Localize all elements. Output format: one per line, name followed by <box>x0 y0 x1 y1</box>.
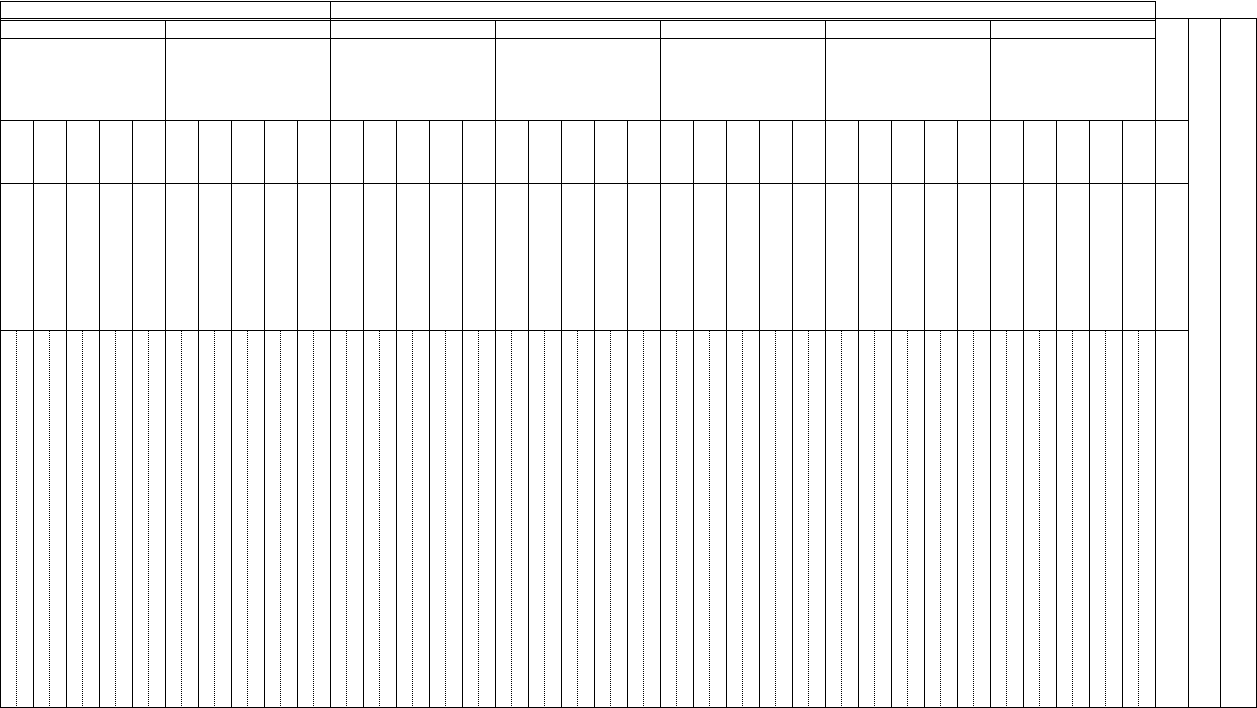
label-kendai <box>1155 58 1188 118</box>
entry-order <box>0 120 33 183</box>
entry-name <box>297 195 330 328</box>
entry-furigana <box>166 336 181 706</box>
entry-order <box>462 120 495 183</box>
entry-order <box>297 120 330 183</box>
entry-order <box>1023 120 1056 183</box>
entry-furigana <box>628 336 643 706</box>
label-furigana <box>1172 490 1188 560</box>
entry-haiku <box>709 350 726 706</box>
dotted-divider <box>16 330 17 708</box>
entry-order <box>825 120 858 183</box>
round-topic <box>0 38 165 120</box>
dotted-divider <box>1072 330 1073 708</box>
entry-haiku <box>1006 350 1023 706</box>
entry-name <box>825 195 858 328</box>
entry-furigana <box>826 336 841 706</box>
round-number <box>330 20 495 38</box>
entry-order <box>693 120 726 183</box>
label-haiku <box>1155 498 1172 558</box>
entry-order <box>198 120 231 183</box>
entry-order <box>561 120 594 183</box>
entry-furigana <box>1024 336 1039 706</box>
entry-name <box>924 195 957 328</box>
entry-haiku <box>544 350 561 706</box>
entry-order <box>891 120 924 183</box>
entry-order <box>33 120 66 183</box>
entry-furigana <box>1 336 16 706</box>
entry-order <box>495 120 528 183</box>
entry-furigana <box>397 336 412 706</box>
entry-furigana <box>496 336 511 706</box>
entry-haiku <box>874 350 891 706</box>
entry-order <box>231 120 264 183</box>
dotted-divider <box>478 330 479 708</box>
entry-furigana <box>661 336 676 706</box>
entry-name <box>165 195 198 328</box>
entry-name <box>1023 195 1056 328</box>
entry-haiku <box>1138 350 1155 706</box>
entry-name <box>891 195 924 328</box>
entry-furigana <box>34 336 49 706</box>
entry-order <box>363 120 396 183</box>
entry-order <box>594 120 627 183</box>
entry-name <box>594 195 627 328</box>
entry-furigana <box>892 336 907 706</box>
entry-haiku <box>1072 350 1089 706</box>
entry-name <box>264 195 297 328</box>
entry-name <box>957 195 990 328</box>
entry-order <box>957 120 990 183</box>
entry-name <box>462 195 495 328</box>
entry-haiku <box>973 350 990 706</box>
entry-order <box>132 120 165 183</box>
entry-order <box>396 120 429 183</box>
entry-name <box>0 195 33 328</box>
entry-furigana <box>958 336 973 706</box>
dotted-divider <box>676 330 677 708</box>
entry-haiku <box>445 350 462 706</box>
dotted-divider <box>643 330 644 708</box>
entry-furigana <box>67 336 82 706</box>
entry-name <box>561 195 594 328</box>
entry-furigana <box>529 336 544 706</box>
entry-name <box>759 195 792 328</box>
dotted-divider <box>511 330 512 708</box>
entry-name <box>66 195 99 328</box>
entry-haiku <box>742 350 759 706</box>
round-topic <box>165 38 330 120</box>
grid-line-horizontal <box>1155 18 1256 19</box>
entry-haiku <box>280 350 297 706</box>
entry-haiku <box>148 350 165 706</box>
entry-furigana <box>760 336 775 706</box>
entry-order <box>264 120 297 183</box>
entry-furigana <box>1123 336 1138 706</box>
entry-name <box>627 195 660 328</box>
participating-school-title <box>1220 238 1256 498</box>
entry-haiku <box>478 350 495 706</box>
dotted-divider <box>1138 330 1139 708</box>
entry-haiku <box>610 350 627 706</box>
entry-haiku <box>346 350 363 706</box>
entry-haiku <box>16 350 33 706</box>
entry-furigana <box>463 336 478 706</box>
entry-name <box>528 195 561 328</box>
header-touku <box>330 1 1155 20</box>
dotted-divider <box>775 330 776 708</box>
entry-order <box>627 120 660 183</box>
school-name <box>1188 300 1220 440</box>
entry-haiku <box>379 350 396 706</box>
entry-name <box>396 195 429 328</box>
entry-furigana <box>199 336 214 706</box>
entry-name <box>693 195 726 328</box>
dotted-divider <box>181 330 182 708</box>
dotted-divider <box>940 330 941 708</box>
dotted-divider <box>973 330 974 708</box>
entry-order <box>1056 120 1089 183</box>
entry-furigana <box>364 336 379 706</box>
dotted-divider <box>247 330 248 708</box>
entry-name <box>429 195 462 328</box>
dotted-divider <box>577 330 578 708</box>
entry-order <box>726 120 759 183</box>
dotted-divider <box>115 330 116 708</box>
entry-name <box>1056 195 1089 328</box>
dotted-divider <box>742 330 743 708</box>
entry-furigana <box>1090 336 1105 706</box>
entry-name <box>1122 195 1155 328</box>
dotted-divider <box>874 330 875 708</box>
round-topic <box>495 38 660 120</box>
entry-name <box>990 195 1023 328</box>
entry-order <box>330 120 363 183</box>
entry-haiku <box>214 350 231 706</box>
label-shimei <box>1155 215 1188 315</box>
dotted-divider <box>1105 330 1106 708</box>
round-number <box>990 20 1155 38</box>
entry-name <box>858 195 891 328</box>
entry-order <box>660 120 693 183</box>
round-topic <box>660 38 825 120</box>
round-topic <box>330 38 495 120</box>
entry-furigana <box>727 336 742 706</box>
entry-haiku <box>643 350 660 706</box>
round-number <box>660 20 825 38</box>
entry-furigana <box>331 336 346 706</box>
entry-furigana <box>265 336 280 706</box>
entry-furigana <box>925 336 940 706</box>
entry-furigana <box>793 336 808 706</box>
entry-furigana <box>991 336 1006 706</box>
dotted-divider <box>1006 330 1007 708</box>
entry-furigana <box>133 336 148 706</box>
dotted-divider <box>148 330 149 708</box>
entry-haiku <box>676 350 693 706</box>
entry-furigana <box>430 336 445 706</box>
entry-haiku <box>577 350 594 706</box>
entry-haiku <box>115 350 132 706</box>
dotted-divider <box>445 330 446 708</box>
entry-order <box>1089 120 1122 183</box>
entry-haiku <box>808 350 825 706</box>
dotted-divider <box>1039 330 1040 708</box>
round-number <box>495 20 660 38</box>
dotted-divider <box>214 330 215 708</box>
dotted-divider <box>412 330 413 708</box>
entry-name <box>495 195 528 328</box>
round-number <box>165 20 330 38</box>
entry-haiku <box>82 350 99 706</box>
dotted-divider <box>808 330 809 708</box>
entry-haiku <box>181 350 198 706</box>
entry-haiku <box>940 350 957 706</box>
entry-name <box>363 195 396 328</box>
entry-order <box>759 120 792 183</box>
entry-name <box>198 195 231 328</box>
entry-order <box>858 120 891 183</box>
entry-haiku <box>841 350 858 706</box>
entry-name <box>660 195 693 328</box>
entry-order <box>165 120 198 183</box>
entry-order <box>528 120 561 183</box>
dotted-divider <box>610 330 611 708</box>
dotted-divider <box>280 330 281 708</box>
entry-furigana <box>595 336 610 706</box>
entry-name <box>726 195 759 328</box>
entry-order <box>66 120 99 183</box>
entry-order <box>924 120 957 183</box>
entry-furigana <box>1057 336 1072 706</box>
entry-furigana <box>859 336 874 706</box>
entry-order <box>792 120 825 183</box>
round-number <box>0 20 165 38</box>
entry-furigana <box>100 336 115 706</box>
entry-name <box>1089 195 1122 328</box>
entry-haiku <box>313 350 330 706</box>
entry-name <box>99 195 132 328</box>
dotted-divider <box>346 330 347 708</box>
entry-haiku <box>247 350 264 706</box>
entry-haiku <box>511 350 528 706</box>
entry-haiku <box>1105 350 1122 706</box>
dotted-divider <box>313 330 314 708</box>
entry-haiku <box>775 350 792 706</box>
entry-name <box>330 195 363 328</box>
round-topic <box>825 38 990 120</box>
entry-haiku <box>1039 350 1056 706</box>
dotted-divider <box>841 330 842 708</box>
entry-order <box>99 120 132 183</box>
entry-order <box>1122 120 1155 183</box>
entry-order <box>429 120 462 183</box>
dotted-divider <box>709 330 710 708</box>
entry-order <box>990 120 1023 183</box>
header-sokkyo <box>0 1 330 20</box>
entry-furigana <box>694 336 709 706</box>
round-number <box>825 20 990 38</box>
entry-haiku <box>907 350 924 706</box>
entry-furigana <box>562 336 577 706</box>
entry-name <box>792 195 825 328</box>
dotted-divider <box>907 330 908 708</box>
dotted-divider <box>379 330 380 708</box>
entry-name <box>132 195 165 328</box>
dotted-divider <box>49 330 50 708</box>
entry-furigana <box>232 336 247 706</box>
entry-name <box>231 195 264 328</box>
entry-name <box>33 195 66 328</box>
label-taisenjun <box>1155 128 1188 180</box>
dotted-divider <box>544 330 545 708</box>
dotted-divider <box>82 330 83 708</box>
entry-furigana <box>298 336 313 706</box>
round-topic <box>990 38 1155 120</box>
entry-haiku <box>412 350 429 706</box>
entry-haiku <box>49 350 66 706</box>
